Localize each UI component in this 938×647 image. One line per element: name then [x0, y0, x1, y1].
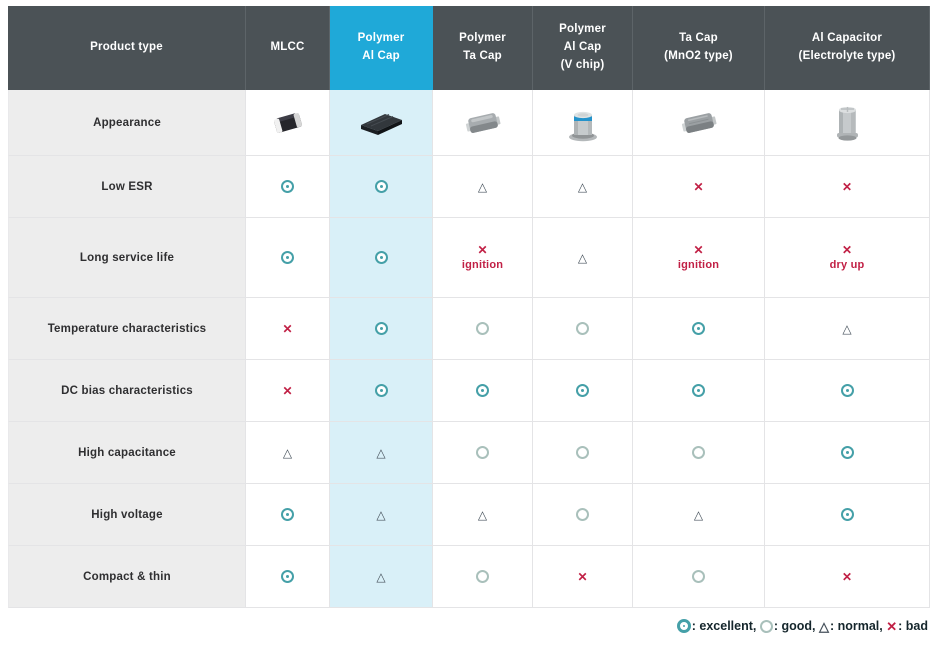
cell-high-capacitance-ta-cap-mno2-type: [633, 422, 765, 484]
cell-low-esr-polymer-al-cap-v-chip: [533, 156, 633, 218]
header-label-line: Al Capacitor: [811, 32, 883, 45]
row-long-service-life: [8, 218, 930, 298]
cell-high-capacitance-polymer-ta-cap: [433, 422, 533, 484]
cell-low-esr-al-capacitor-electrolyte-type: [765, 156, 930, 218]
bad-icon: ✕: [693, 179, 704, 194]
normal-icon: △: [282, 445, 293, 460]
cell-temperature-characteristics-al-capacitor-electrolyte-type: [765, 298, 930, 360]
cell-high-voltage-polymer-al-cap: [330, 484, 433, 546]
cell-high-voltage-polymer-ta-cap: [433, 484, 533, 546]
polymer-al-photo: [352, 107, 410, 139]
excellent-icon: [692, 384, 705, 397]
normal-icon: △: [693, 507, 704, 522]
row-low-esr: [8, 156, 930, 218]
rating-note: ignition: [677, 259, 720, 271]
excellent-icon: [841, 446, 854, 459]
header-cell-product-type: [8, 6, 246, 90]
header-label-line: Ta Cap: [679, 32, 718, 45]
cell-appearance-al-capacitor-electrolyte-type: [765, 90, 930, 156]
good-icon: [692, 446, 705, 459]
cell-long-service-life-polymer-al-cap-v-chip: [533, 218, 633, 298]
excellent-icon: [841, 508, 854, 521]
cell-dc-bias-characteristics-polymer-al-cap-v-chip: [533, 360, 633, 422]
cell-compact-thin-polymer-ta-cap: [433, 546, 533, 608]
cell-compact-thin-ta-cap-mno2-type: [633, 546, 765, 608]
bad-icon: ✕: [841, 179, 853, 194]
cell-appearance-mlcc: [246, 90, 330, 156]
cell-compact-thin-polymer-al-cap: [330, 546, 433, 608]
cell-high-capacitance-al-capacitor-electrolyte-type: [765, 422, 930, 484]
cell-high-capacitance-polymer-al-cap-v-chip: [533, 422, 633, 484]
row-high-voltage: [8, 484, 930, 546]
excellent-icon: [281, 180, 294, 193]
cell-compact-thin-polymer-al-cap-v-chip: [533, 546, 633, 608]
cell-low-esr-polymer-ta-cap: [433, 156, 533, 218]
excellent-icon: [476, 384, 489, 397]
header-label-line: Polymer: [459, 32, 506, 45]
cell-long-service-life-polymer-ta-cap: [433, 218, 533, 298]
header-label-line: (V chip): [560, 58, 605, 71]
row-label-temperature-characteristics: Temperature characteristics: [8, 298, 246, 360]
excellent-icon: [375, 322, 388, 335]
rating-note: ignition: [461, 259, 504, 271]
good-icon: [476, 322, 489, 335]
v-chip-photo: [562, 102, 604, 144]
header-label-line: Al Cap: [563, 41, 602, 54]
row-temperature-characteristics: [8, 298, 930, 360]
cell-high-voltage-mlcc: [246, 484, 330, 546]
header-cell-mlcc: [246, 6, 330, 90]
header-label-line: Polymer: [559, 23, 606, 36]
excellent-icon: [677, 619, 691, 633]
cell-high-capacitance-polymer-al-cap: [330, 422, 433, 484]
cell-long-service-life-al-capacitor-electrolyte-type: [765, 218, 930, 298]
cell-appearance-polymer-al-cap: [330, 90, 433, 156]
header-cell-polymer-ta-cap: [433, 6, 533, 90]
normal-icon: △: [376, 507, 386, 522]
normal-icon: △: [376, 569, 386, 584]
excellent-icon: [375, 384, 388, 397]
cell-temperature-characteristics-polymer-al-cap: [330, 298, 433, 360]
row-appearance: [8, 90, 930, 156]
excellent-icon: [375, 251, 388, 264]
header-label-line: (MnO2 type): [664, 50, 733, 62]
rating-legend: [677, 619, 928, 633]
mlcc-photo: [265, 106, 311, 140]
header-label-line: (Electrolyte type): [798, 50, 896, 62]
excellent-icon: [576, 384, 589, 397]
row-label-appearance: Appearance: [8, 90, 246, 156]
cell-long-service-life-ta-cap-mno2-type: [633, 218, 765, 298]
header-cell-polymer-al-cap-v-chip: [533, 6, 633, 90]
normal-icon: △: [477, 179, 488, 194]
table-header-row: [8, 6, 930, 90]
row-dc-bias-characteristics: [8, 360, 930, 422]
bad-icon: ✕: [886, 618, 898, 634]
cell-appearance-polymer-al-cap-v-chip: [533, 90, 633, 156]
row-label-compact-thin: Compact & thin: [8, 546, 246, 608]
capacitor-comparison-table: [8, 6, 930, 608]
legend-label-good: : good,: [773, 619, 819, 633]
normal-icon: △: [577, 250, 588, 265]
normal-icon: △: [818, 618, 829, 634]
good-icon: [576, 446, 589, 459]
header-cell-polymer-al-cap: [330, 6, 433, 90]
legend-label-bad: : bad: [898, 619, 928, 633]
cell-compact-thin-al-capacitor-electrolyte-type: [765, 546, 930, 608]
polymer-ta-photo: [459, 106, 507, 140]
normal-icon: △: [376, 445, 386, 460]
cell-temperature-characteristics-polymer-al-cap-v-chip: [533, 298, 633, 360]
excellent-icon: [841, 384, 854, 397]
excellent-icon: [375, 180, 388, 193]
row-high-capacitance: [8, 422, 930, 484]
row-label-low-esr: Low ESR: [8, 156, 246, 218]
good-icon: [476, 446, 489, 459]
normal-icon: △: [577, 179, 588, 194]
cell-temperature-characteristics-ta-cap-mno2-type: [633, 298, 765, 360]
bad-icon: ✕: [693, 243, 704, 257]
cell-temperature-characteristics-polymer-ta-cap: [433, 298, 533, 360]
cell-dc-bias-characteristics-al-capacitor-electrolyte-type: [765, 360, 930, 422]
cell-dc-bias-characteristics-ta-cap-mno2-type: [633, 360, 765, 422]
header-label-line: Al Cap: [362, 50, 400, 62]
good-icon: [760, 620, 773, 633]
bad-icon: ✕: [577, 569, 588, 584]
rating-note: dry up: [829, 259, 865, 271]
header-label-line: Ta Cap: [463, 50, 502, 62]
cell-compact-thin-mlcc: [246, 546, 330, 608]
bad-icon: ✕: [282, 321, 293, 336]
header-cell-al-capacitor-electrolyte-type: [765, 6, 930, 90]
cell-appearance-polymer-ta-cap: [433, 90, 533, 156]
header-cell-ta-cap-mno2-type: [633, 6, 765, 90]
row-label-dc-bias-characteristics: DC bias characteristics: [8, 360, 246, 422]
row-compact-thin: [8, 546, 930, 608]
legend-label-excellent: : excellent,: [691, 619, 760, 633]
cell-long-service-life-mlcc: [246, 218, 330, 298]
cell-dc-bias-characteristics-mlcc: [246, 360, 330, 422]
excellent-icon: [281, 251, 294, 264]
bad-icon: ✕: [282, 383, 293, 398]
good-icon: [476, 570, 489, 583]
cell-high-capacitance-mlcc: [246, 422, 330, 484]
excellent-icon: [692, 322, 705, 335]
electrolytic-photo: [828, 101, 866, 145]
cell-appearance-ta-cap-mno2-type: [633, 90, 765, 156]
excellent-icon: [281, 570, 294, 583]
row-label-long-service-life: Long service life: [8, 218, 246, 298]
good-icon: [692, 570, 705, 583]
excellent-icon: [281, 508, 294, 521]
cell-temperature-characteristics-mlcc: [246, 298, 330, 360]
legend-label-normal: : normal,: [829, 619, 887, 633]
header-label-line: Polymer: [357, 32, 405, 45]
header-label-line: MLCC: [270, 41, 305, 54]
normal-icon: △: [477, 507, 488, 522]
cell-dc-bias-characteristics-polymer-al-cap: [330, 360, 433, 422]
normal-icon: △: [842, 321, 852, 336]
row-label-high-voltage: High voltage: [8, 484, 246, 546]
bad-icon: ✕: [841, 569, 853, 584]
cell-long-service-life-polymer-al-cap: [330, 218, 433, 298]
bad-icon: ✕: [477, 243, 488, 257]
bad-icon: ✕: [841, 243, 853, 257]
good-icon: [576, 508, 589, 521]
row-label-high-capacitance: High capacitance: [8, 422, 246, 484]
cell-dc-bias-characteristics-polymer-ta-cap: [433, 360, 533, 422]
good-icon: [576, 322, 589, 335]
cell-high-voltage-al-capacitor-electrolyte-type: [765, 484, 930, 546]
ta-cap-photo: [675, 106, 723, 140]
cell-high-voltage-ta-cap-mno2-type: [633, 484, 765, 546]
header-label: Product type: [90, 41, 163, 54]
cell-low-esr-ta-cap-mno2-type: [633, 156, 765, 218]
cell-low-esr-polymer-al-cap: [330, 156, 433, 218]
cell-high-voltage-polymer-al-cap-v-chip: [533, 484, 633, 546]
cell-low-esr-mlcc: [246, 156, 330, 218]
